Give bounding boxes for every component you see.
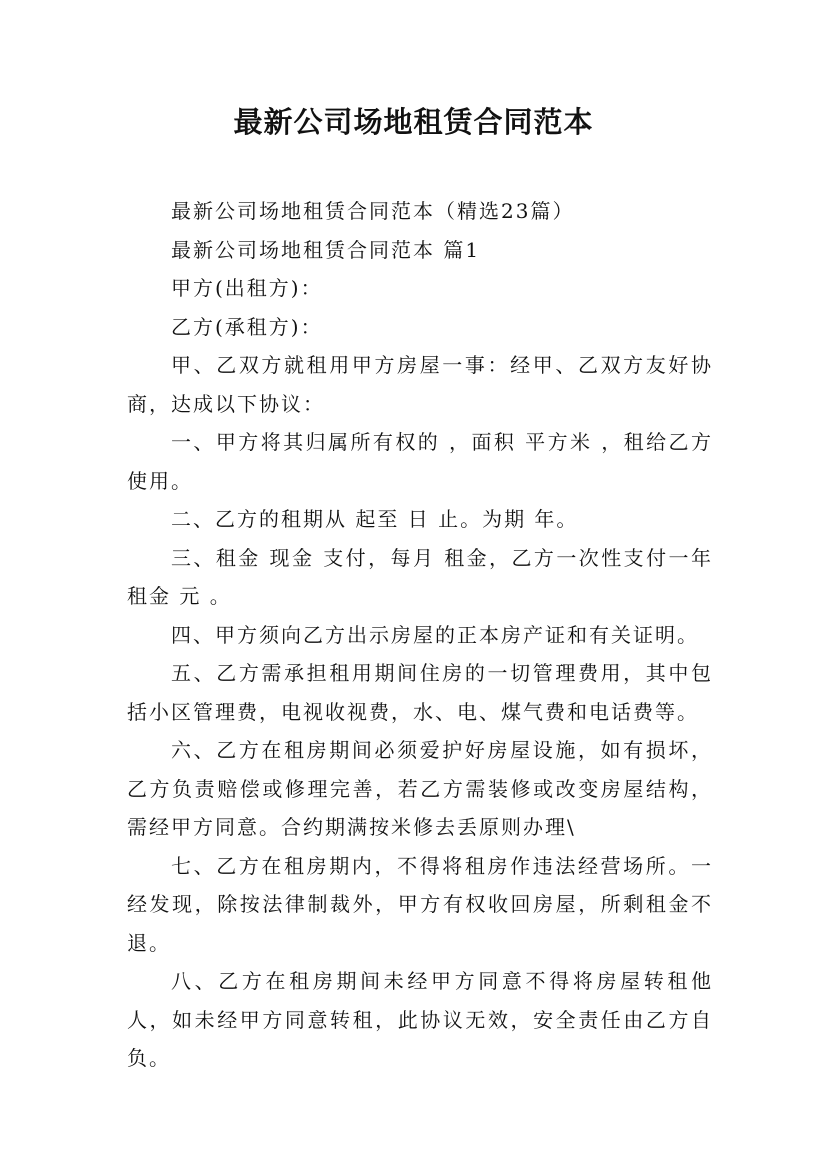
paragraph-clause-8: 八、乙方在租房期间未经甲方同意不得将房屋转租他人，如未经甲方同意转租，此协议无效，安全责任由乙方自负。 bbox=[127, 969, 713, 1070]
paragraph-party-a: 甲方(出租方)： bbox=[171, 276, 323, 300]
paragraph-subtitle: 最新公司场地租赁合同范本（精选23篇） bbox=[171, 199, 575, 223]
paragraph-party-b: 乙方(承租方)： bbox=[171, 314, 323, 339]
paragraph-clause-7: 七、乙方在租房期内，不得将租房作违法经营场所。一经发现，除按法律制裁外，甲方有权收回房屋，所剩租金不退。 bbox=[127, 853, 713, 955]
document-body bbox=[127, 192, 713, 1078]
document-title: 最新公司场地租赁合同范本 bbox=[233, 105, 594, 139]
paragraph-clause-5: 五、乙方需承担租用期间住房的一切管理费用，其中包括小区管理费，电视收视费，水、电、煤气费和电话费等。 bbox=[127, 661, 713, 724]
paragraph-clause-2: 二、乙方的租期从 起至 日 止。为期 年。 bbox=[171, 507, 579, 531]
paragraph-section-heading: 最新公司场地租赁合同范本 篇1 bbox=[171, 237, 481, 262]
paragraph-preamble: 甲、乙双方就租用甲方房屋一事：经甲、乙双方友好协商，达成以下协议： bbox=[127, 353, 713, 416]
paragraph-clause-4: 四、甲方须向乙方出示房屋的正本房产证和有关证明。 bbox=[171, 622, 699, 647]
paragraph-clause-1: 一、甲方将其归属所有权的 ，面积 平方米 ，租给乙方使用。 bbox=[127, 430, 713, 493]
paragraph-clause-3: 三、租金 现金 支付，每月 租金，乙方一次性支付一年租金 元 。 bbox=[127, 545, 713, 608]
paragraph-clause-6: 六、乙方在租房期间必须爱护好房屋设施，如有损坏，乙方负责赔偿或修理完善，若乙方需装修或改变房屋结构，需经甲方同意。合约期满按米修去丢原则办理\ bbox=[127, 738, 713, 839]
